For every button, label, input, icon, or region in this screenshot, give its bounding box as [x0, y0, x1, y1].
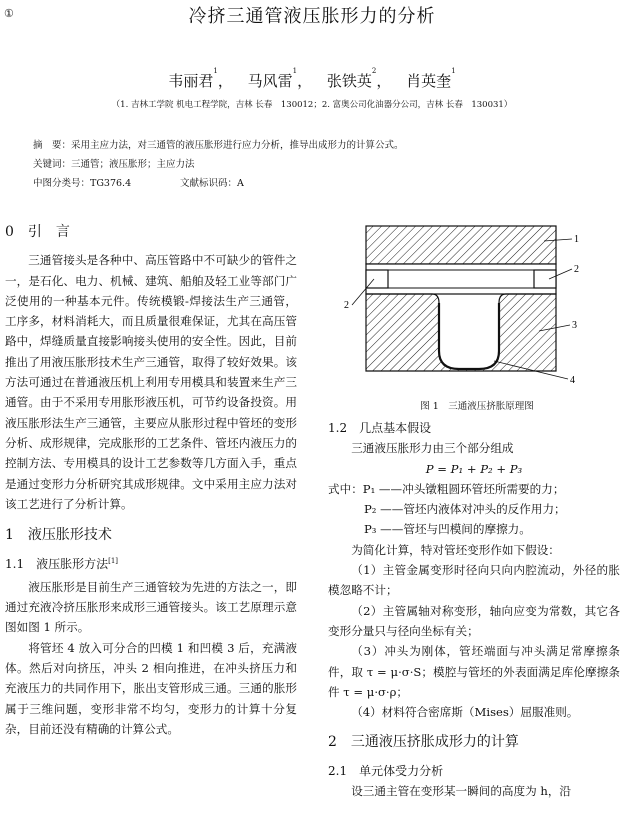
paper-title: 冷挤三通管液压胀形力的分析 [188, 6, 436, 27]
subsection-heading: 1.1 液压胀形方法[1] [5, 557, 119, 572]
right-punch [534, 270, 556, 288]
paragraph: 设三通主管在变形某一瞬间的高度为 h，沿 [351, 784, 572, 799]
citation: [1] [108, 557, 119, 566]
keywords: 关键词：三通管；液压胀形；主应力法 [33, 159, 195, 170]
figure-label: 1 [574, 234, 579, 245]
figure-1-die-diagram [344, 221, 594, 391]
intro-paragraph: 三通管接头是各种中、高压管路中不可缺少的管件之一，是石化、电力、机械、建筑、船舶及轻工业等部门广泛使用的一种基本元件。传统模锻-焊接法生产三通管，工序多，材料消耗大，而且质量很难保证，尤其在高压管路中，焊缝质量直接影响接头使用的安全性。因此，目前推出了用液压胀形技术生产三通管，取得了较好效果。该方法可通过在普通液压机上利用专用模具和装置来生产三通管。由于不采用专用胀形液压机，可节约设备投资。用液压胀形法生产三通管，主要应从胀形过程中管坯的变形分析、成形规律，完成胀形的工艺条件、管坯内液压力的控制方法、专用模具的设计工艺参数等几方面入手，重点是通过变形力分析研究其成形规律。文中采用主应力法对该工艺进行了分析计算。 [5, 253, 297, 511]
classification-number: 中图分类号：TG376.4 [33, 178, 132, 189]
paragraph: 三通液压胀形力由三个部分组成 [351, 441, 514, 456]
page-mark: ① [4, 7, 14, 20]
figure-label: 2 [344, 300, 349, 311]
lower-die [366, 294, 556, 371]
figure-label: 4 [570, 375, 575, 386]
assumption: （3）冲头为刚体，管坯端面与冲头满足常摩擦条件，取 τ = μ·σ·S；模腔与管坯的外表面满足库伦摩擦条件 τ = μ·σ·ρ； [328, 644, 620, 699]
author: 马风雷$^1$， [247, 67, 313, 90]
author: 肖英奎$^1$ [406, 67, 456, 90]
bulged-branch [439, 303, 499, 369]
abstract: 摘 要：采用主应力法，对三通管的液压胀形进行应力分析，推导出成形力的计算公式。 [33, 140, 404, 151]
document-code: 文献标识码：A [180, 178, 244, 189]
left-column [5, 222, 297, 739]
subsection-heading: 2.1 单元体受力分析 [328, 763, 444, 778]
section-heading: 0 引 言 [5, 224, 70, 240]
paragraph: 液压胀形是目前生产三通管较为先进的方法之一，即通过充液冷挤压胀形来成形三通管接头。该工艺原理示意图如图 1 所示。 [5, 579, 297, 635]
assumption: （4）材料符合密席斯（Mises）屈服准则。 [351, 705, 579, 720]
tube-blank [366, 264, 556, 294]
formula-term: P₃ ——管坯与凹模间的摩擦力。 [364, 522, 531, 537]
section-heading: 2 三通液压挤胀成形力的计算 [328, 734, 519, 751]
formula: P = P₁ + P₂ + P₃ [425, 461, 523, 476]
figure-caption: 图 1 三通液压挤胀原理图 [420, 401, 534, 412]
formula-term: P₂ ——管坯内液体对冲头的反作用力； [364, 502, 566, 517]
author: 韦丽君$^1$， [168, 67, 233, 90]
affiliation: （1. 吉林工学院 机电工程学院，吉林 长春 130012；2. 富奥公司化油器分公司，吉林 长春 130031） [111, 100, 513, 110]
author: 张铁英$^2$， [326, 67, 392, 90]
paragraph: 为简化计算，特对管坯变形作如下假设： [351, 542, 560, 557]
paragraph: 将管坯 4 放入可分合的凹模 1 和凹模 3 后，充满液体。然后对向挤压，冲头 2 相向推进，在冲头挤压力和充液压力的共同作用下，胀出支管形成三通。三通的胀形属于三维问题，变形非常不均匀，变形力的计算十分复杂，目前还没有精确的计算公式。 [5, 640, 297, 736]
section-heading: 1 液压胀形技术 [5, 527, 112, 544]
assumption: （1）主管金属变形时径向只向内腔流动，外径的胀模忽略不计； [328, 563, 620, 598]
figure-label: 2 [574, 264, 579, 275]
author-list [0, 67, 624, 91]
subsection-heading: 1.2 几点基本假设 [328, 421, 432, 435]
figure-label: 3 [572, 320, 577, 331]
left-punch [366, 270, 388, 288]
right-column [328, 418, 620, 801]
formula-term: 式中：P₁ ——冲头镦粗圆环管坯所需要的力； [328, 481, 565, 496]
assumption: （2）主管属轴对称变形，轴向应变为常数，其它各变形分量只与径向坐标有关； [328, 603, 620, 638]
upper-die [366, 226, 556, 264]
